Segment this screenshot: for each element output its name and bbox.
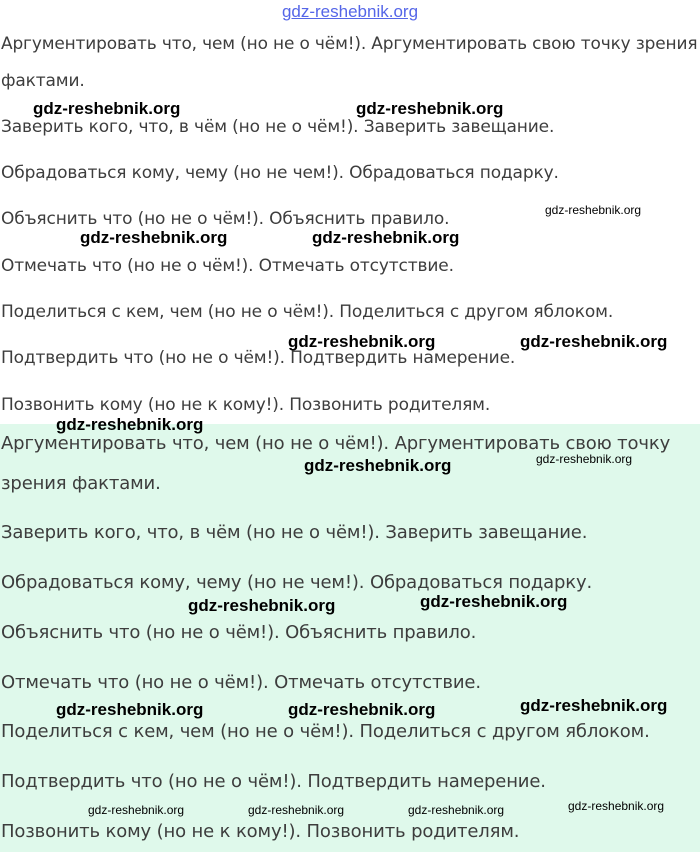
text-line: Позвонить кому (но не к кому!). Позвонить родителям. [1, 395, 491, 415]
watermark: gdz-reshebnik.org [288, 700, 436, 719]
watermark: gdz-reshebnik.org [33, 99, 181, 118]
watermark: gdz-reshebnik.org [56, 700, 204, 719]
text-line: Поделиться с кем, чем (но не о чём!). Поделиться с другом яблоком. [1, 302, 614, 322]
watermark: gdz-reshebnik.org [520, 332, 668, 351]
text-line: Позвонить кому (но не к кому!). Позвонить родителям. [1, 821, 520, 842]
text-line: Заверить кого, что, в чём (но не о чём!). Заверить завещание. [1, 522, 588, 543]
watermark: gdz-reshebnik.org [536, 452, 633, 466]
text-line: Обрадоваться кому, чему (но не чем!). Обрадоваться подарку. [1, 572, 593, 593]
watermark: gdz-reshebnik.org [420, 592, 568, 611]
watermark: gdz-reshebnik.org [520, 696, 668, 715]
watermark: gdz-reshebnik.org [356, 99, 504, 118]
text-line: Отмечать что (но не о чём!). Отмечать отсутствие. [1, 256, 454, 276]
text-line: Подтвердить что (но не о чём!). Подтвердить намерение. [1, 771, 546, 792]
text-line: Аргументировать что, чем (но не о чём!). Аргументировать свою точку зрения [1, 34, 698, 54]
text-line: Объяснить что (но не о чём!). Объяснить правило. [1, 209, 450, 229]
text-line: Подтвердить что (но не о чём!). Подтвердить намерение. [1, 348, 516, 368]
watermark: gdz-reshebnik.org [88, 803, 185, 817]
watermark: gdz-reshebnik.org [304, 456, 452, 475]
watermark: gdz-reshebnik.org [288, 332, 436, 351]
watermark: gdz-reshebnik.org [568, 799, 665, 813]
watermark: gdz-reshebnik.org [80, 228, 228, 247]
text-line: зрения фактами. [1, 473, 161, 494]
watermark: gdz-reshebnik.org [312, 228, 460, 247]
text-line: Поделиться с кем, чем (но не о чём!). Поделиться с другом яблоком. [1, 721, 650, 742]
text-line: Заверить кого, что, в чём (но не о чём!). Заверить завещание. [1, 117, 555, 137]
watermark: gdz-reshebnik.org [545, 203, 642, 217]
watermark: gdz-reshebnik.org [248, 803, 345, 817]
watermark: gdz-reshebnik.org [56, 415, 204, 434]
text-line: фактами. [1, 71, 85, 91]
text-line: Отмечать что (но не о чём!). Отмечать отсутствие. [1, 672, 481, 693]
text-line: Аргументировать что, чем (но не о чём!). Аргументировать свою точку [1, 433, 671, 454]
watermark: gdz-reshebnik.org [188, 596, 336, 615]
text-line: Обрадоваться кому, чему (но не чем!). Обрадоваться подарку. [1, 163, 559, 183]
site-link[interactable]: gdz-reshebnik.org [281, 2, 419, 21]
watermark: gdz-reshebnik.org [408, 803, 505, 817]
text-line: Объяснить что (но не о чём!). Объяснить правило. [1, 622, 477, 643]
